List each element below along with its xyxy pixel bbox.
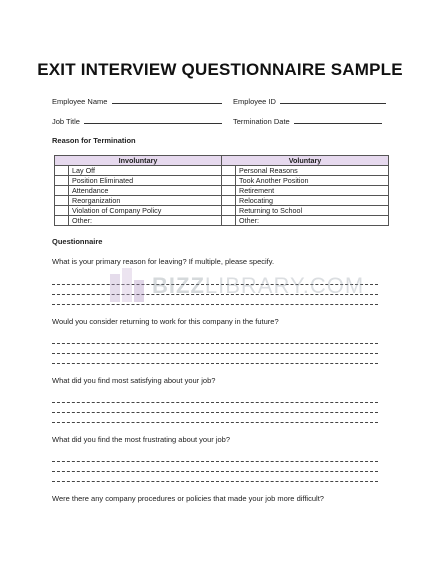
involuntary-option: Lay Off — [69, 166, 222, 176]
answer-line[interactable] — [52, 343, 378, 344]
voluntary-option: Took Another Position — [236, 176, 389, 186]
involuntary-option: Attendance — [69, 186, 222, 196]
job-title-field[interactable] — [52, 116, 222, 126]
voluntary-checkbox[interactable] — [222, 166, 236, 176]
table-header-row — [55, 156, 389, 166]
page-title: EXIT INTERVIEW QUESTIONNAIRE SAMPLE — [37, 60, 403, 79]
voluntary-option: Relocating — [236, 196, 389, 206]
bizzlibrary-watermark — [110, 268, 364, 304]
involuntary-header: Involuntary — [55, 156, 222, 166]
answer-line[interactable] — [52, 422, 378, 423]
answer-line[interactable] — [52, 363, 378, 364]
question-3: What did you find most satisfying about your job? — [52, 376, 216, 385]
table-row — [55, 216, 389, 226]
answer-line[interactable] — [52, 461, 378, 462]
answer-line[interactable] — [52, 304, 378, 305]
answer-line[interactable] — [52, 353, 378, 354]
involuntary-option: Other: — [69, 216, 222, 226]
voluntary-checkbox[interactable] — [222, 196, 236, 206]
question-2: Would you consider returning to work for this company in the future? — [52, 317, 279, 326]
table-row — [55, 176, 389, 186]
answer-line[interactable] — [52, 412, 378, 413]
table-row — [55, 186, 389, 196]
employee-id-label: Employee ID — [233, 97, 276, 106]
answer-line[interactable] — [52, 471, 378, 472]
termination-date-label: Termination Date — [233, 117, 290, 126]
employee-name-label: Employee Name — [52, 97, 108, 106]
question-4: What did you find the most frustrating about your job? — [52, 435, 231, 444]
job-title-label: Job Title — [52, 117, 80, 126]
voluntary-checkbox[interactable] — [222, 216, 236, 226]
questionnaire-section-heading: Questionnaire — [52, 237, 103, 246]
termination-reason-table — [54, 155, 389, 226]
voluntary-option: Retirement — [236, 186, 389, 196]
termination-date-line[interactable] — [294, 116, 382, 124]
involuntary-option: Reorganization — [69, 196, 222, 206]
voluntary-checkbox[interactable] — [222, 206, 236, 216]
question-5: Were there any company procedures or policies that made your job more difficult? — [52, 494, 324, 503]
voluntary-option: Returning to School — [236, 206, 389, 216]
bizzlibrary-logo-icon — [110, 268, 144, 304]
voluntary-checkbox[interactable] — [222, 176, 236, 186]
involuntary-option: Violation of Company Policy — [69, 206, 222, 216]
involuntary-checkbox[interactable] — [55, 166, 69, 176]
voluntary-header: Voluntary — [222, 156, 389, 166]
involuntary-checkbox[interactable] — [55, 216, 69, 226]
table-row — [55, 206, 389, 216]
voluntary-option: Other: — [236, 216, 389, 226]
voluntary-checkbox[interactable] — [222, 186, 236, 196]
termination-date-field[interactable] — [233, 116, 382, 126]
question-1: What is your primary reason for leaving? If multiple, please specify. — [52, 257, 275, 266]
employee-name-line[interactable] — [112, 96, 222, 104]
involuntary-checkbox[interactable] — [55, 186, 69, 196]
job-title-line[interactable] — [84, 116, 222, 124]
involuntary-option: Position Eliminated — [69, 176, 222, 186]
voluntary-option: Personal Reasons — [236, 166, 389, 176]
employee-id-field[interactable] — [233, 96, 386, 106]
involuntary-checkbox[interactable] — [55, 196, 69, 206]
answer-line[interactable] — [52, 481, 378, 482]
reason-section-heading: Reason for Termination — [52, 136, 136, 145]
involuntary-checkbox[interactable] — [55, 176, 69, 186]
employee-id-line[interactable] — [280, 96, 386, 104]
table-row — [55, 196, 389, 206]
involuntary-checkbox[interactable] — [55, 206, 69, 216]
table-row — [55, 166, 389, 176]
answer-line[interactable] — [52, 402, 378, 403]
watermark-text: BIZZLIBRARY.COM — [152, 273, 365, 298]
employee-name-field[interactable] — [52, 96, 222, 106]
